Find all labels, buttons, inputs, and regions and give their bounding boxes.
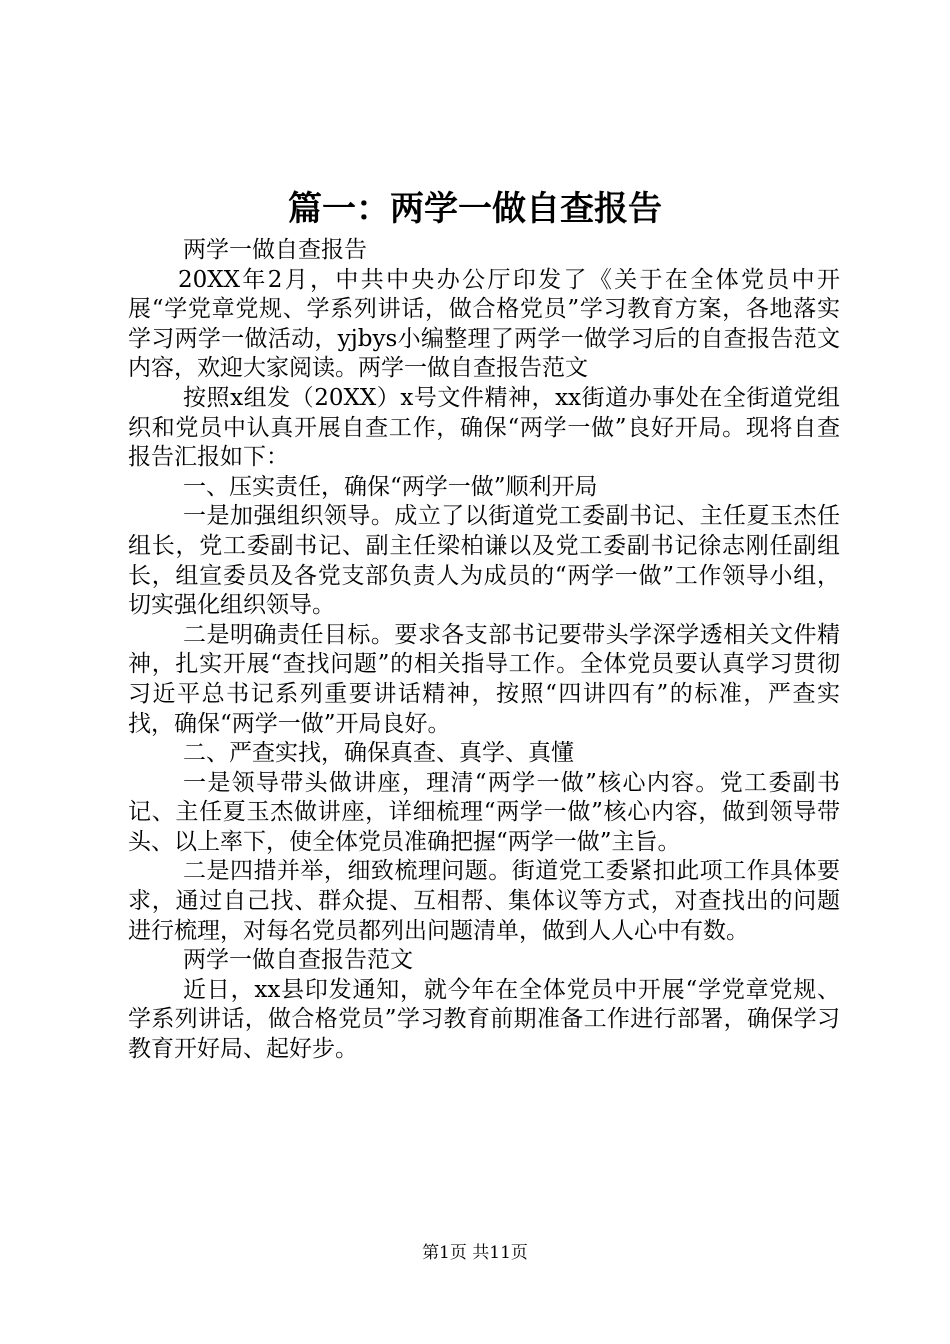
paragraph-lecture: 一是领导带头做讲座，理清“两学一做”核心内容。党工委副书记、主任夏玉杰做讲座，详细梳理“两学一做”核心内容，做到领导带头、以上率下，使全体党员准确把握“两学一做”主旨。 [128, 769, 840, 855]
paragraph-overview: 按照x组发（20XX）x号文件精神，xx街道办事处在全街道党组织和党员中认真开展自查工作，确保“两学一做”良好开局。现将自查报告汇报如下： [128, 384, 840, 471]
paragraph-notice: 近日，xx县印发通知，就今年在全体党员中开展“学党章党规、学系列讲话，做合格党员”学习教育前期准备工作进行部署，确保学习教育开好局、起好步。 [128, 976, 840, 1063]
section-heading-2: 二、严查实找，确保真查、真学、真懂 [183, 740, 574, 767]
document-body [128, 236, 840, 1065]
page-number: 第1页 共11页 [422, 1243, 528, 1263]
paragraph-measures: 二是四措并举，细致梳理问题。街道党工委紧扣此项工作具体要求，通过自己找、群众提、互相帮、集体议等方式，对查找出的问题进行梳理，对每名党员都列出问题清单，做到人人心中有数。 [128, 858, 840, 944]
paragraph-responsibility: 二是明确责任目标。要求各支部书记要带头学深学透相关文件精神，扎实开展“查找问题”的相关指导工作。全体党员要认真学习贯彻习近平总书记系列重要讲话精神，按照“四讲四有”的标准，严查实找，确保“两学一做”开局良好。 [128, 621, 840, 737]
paragraph-sample-heading: 两学一做自查报告范文 [183, 947, 413, 974]
paragraph-organization: 一是加强组织领导。成立了以街道党工委副书记、主任夏玉杰任组长，党工委副书记、副主任梁柏谦以及党工委副书记徐志刚任副组长，组宣委员及各党支部负责人为成员的“两学一做”工作领导小组，切实强化组织领导。 [128, 503, 840, 619]
paragraph-intro: 20XX年2月，中共中央办公厅印发了《关于在全体党员中开展“学党章党规、学系列讲话，做合格党员”学习教育方案，各地落实学习两学一做活动，yjbys小编整理了两学一做学习后的自查报告范文内容，欢迎大家阅读。两学一做自查报告范文 [128, 266, 840, 382]
section-heading-1: 一、压实责任，确保“两学一做”顺利开局 [183, 473, 598, 500]
document-title: 篇一：两学一做自查报告 [288, 189, 662, 229]
paragraph-subtitle: 两学一做自查报告 [183, 237, 367, 263]
